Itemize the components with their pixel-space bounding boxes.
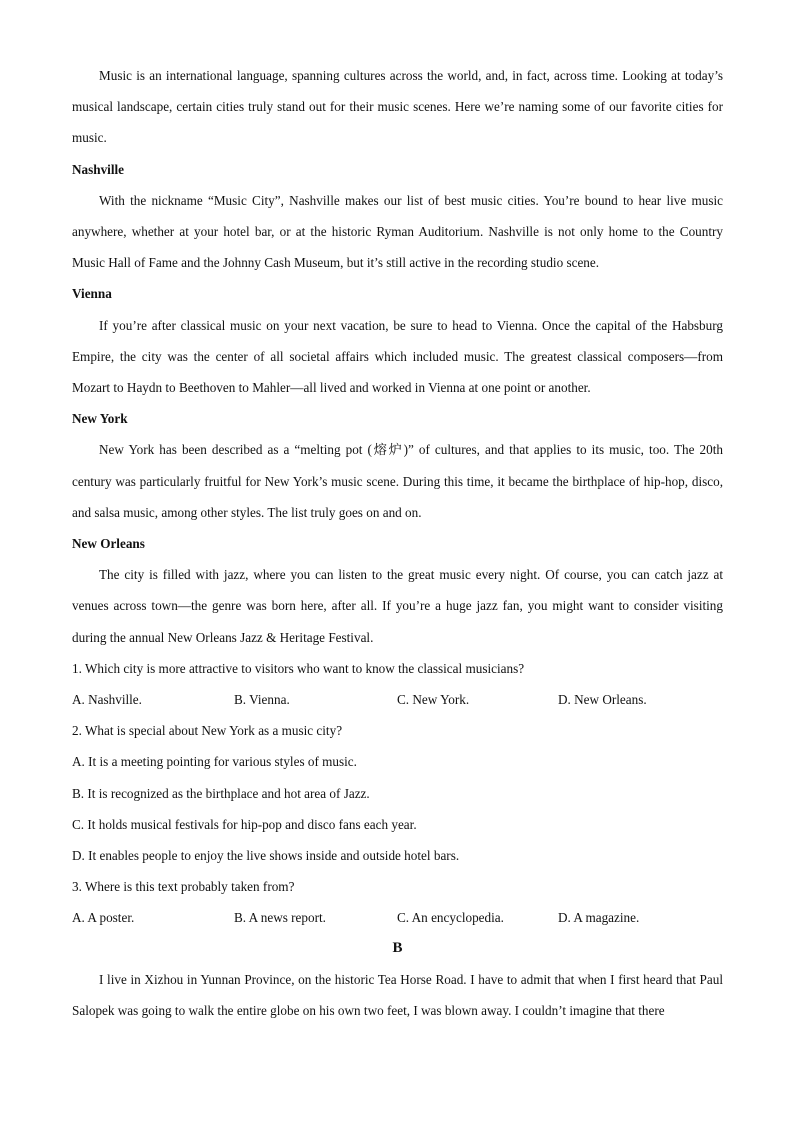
q1-option-a: A. Nashville. bbox=[72, 692, 142, 708]
section-b-heading: B bbox=[392, 939, 403, 956]
question-3: 3. Where is this text probably taken from? bbox=[72, 879, 295, 895]
q3-option-a: A. A poster. bbox=[72, 910, 135, 926]
q3-option-c: C. An encyclopedia. bbox=[397, 910, 504, 926]
q1-option-c: C. New York. bbox=[397, 692, 470, 708]
q2-option-b: B. It is recognized as the birthplace and hot area of Jazz. bbox=[72, 785, 370, 801]
q2-option-a: A. It is a meeting pointing for various styles of music. bbox=[72, 754, 357, 770]
city-paragraph-new-orleans: The city is filled with jazz, where you can listen to the great music every night. Of course, you can catch jazz at venues across town—the genre was born here, after all. If you’re a huge jazz fan, you might want to consider visiting during the annual New Orleans Jazz & Heritage Festival. bbox=[72, 567, 723, 645]
city-heading-new-orleans: New Orleans bbox=[72, 536, 145, 552]
question-2: 2. What is special about New York as a music city? bbox=[72, 723, 343, 739]
question-1: 1. Which city is more attractive to visitors who want to know the classical musicians? bbox=[72, 660, 525, 676]
q2-option-c: C. It holds musical festivals for hip-pop and disco fans each year. bbox=[72, 816, 417, 832]
question-3-options bbox=[72, 902, 723, 933]
q1-option-b: B. Vienna. bbox=[234, 692, 290, 708]
city-paragraph-nashville: With the nickname “Music City”, Nashville makes our list of best music cities. You’re bound to hear live music anywhere, whether at your hotel bar, or at the historic Ryman Auditorium. Nashville is not only home to the Country Music Hall of Fame and the Johnny Cash Museum, but it’s still active in the recording studio scene. bbox=[72, 192, 723, 271]
section-b-paragraph: I live in Xizhou in Yunnan Province, on the historic Tea Horse Road. I have to admit that when I first heard that Paul Salopek was going to walk the entire globe on his own two feet, I was blown away. I couldn’t imagine that there bbox=[72, 971, 723, 1018]
q3-option-b: B. A news report. bbox=[234, 910, 326, 926]
question-1-options bbox=[72, 684, 723, 715]
city-heading-nashville: Nashville bbox=[72, 161, 125, 177]
city-paragraph-new-york: New York has been described as a “melting pot (熔炉)” of cultures, and that applies to its music, too. The 20th century was particularly fruitful for New York’s music scene. During this time, it became the birthplace of hip-hop, disco, and salsa music, among other styles. The list truly goes on and on. bbox=[72, 442, 723, 520]
intro-paragraph: Music is an international language, spanning cultures across the world, and, in fact, across time. Looking at today’s musical landscape, certain cities truly stand out for their music scenes. Here we’re naming some of our favorite cities for music. bbox=[72, 68, 723, 146]
q3-option-d: D. A magazine. bbox=[558, 910, 640, 926]
q2-option-d: D. It enables people to enjoy the live shows inside and outside hotel bars. bbox=[72, 848, 460, 864]
city-heading-vienna: Vienna bbox=[72, 286, 112, 302]
city-heading-new-york: New York bbox=[72, 411, 128, 427]
q1-option-d: D. New Orleans. bbox=[558, 692, 647, 708]
document-page bbox=[72, 60, 723, 1026]
city-paragraph-vienna: If you’re after classical music on your next vacation, be sure to head to Vienna. Once the capital of the Habsburg Empire, the city was the center of all societal affairs which included music. The greatest classical composers—from Mozart to Haydn to Beethoven to Mahler—all lived and worked in Vienna at one point or another. bbox=[72, 317, 723, 396]
